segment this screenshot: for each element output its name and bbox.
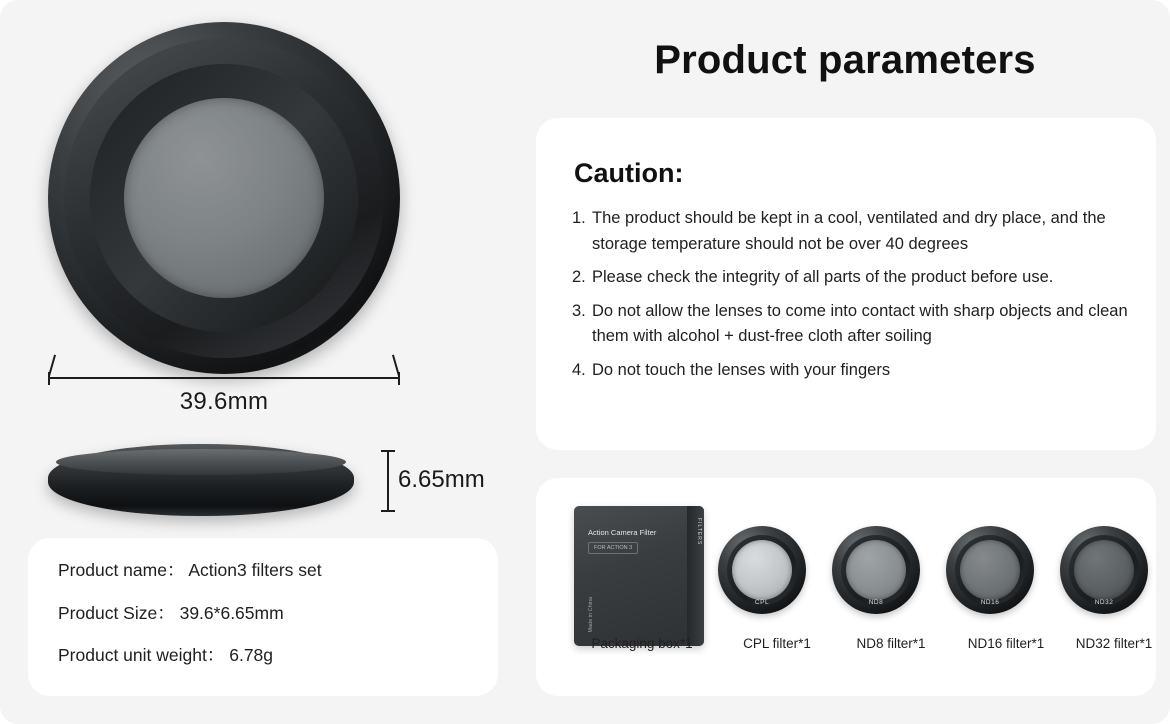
spec-key: Product unit weight： xyxy=(58,645,225,665)
filter-tag: ND8 xyxy=(868,599,884,606)
filter-glass xyxy=(1074,540,1134,600)
dimension-cap-left xyxy=(48,372,50,385)
caution-item-text: The product should be kept in a cool, ventilated and dry place, and the storage temperature should not be over 40 degrees xyxy=(592,209,1106,253)
filter-glass xyxy=(960,540,1020,600)
diameter-label: 39.6mm xyxy=(179,388,269,415)
lens-side-top-highlight xyxy=(56,449,346,475)
caution-item xyxy=(572,206,1142,257)
gallery-captions xyxy=(536,636,1156,666)
caution-heading: Caution: xyxy=(574,158,684,188)
caption-nd8-filter: ND8 filter*1 xyxy=(856,636,926,651)
package-contents-gallery xyxy=(536,478,1156,696)
spec-key: Product Size： xyxy=(58,602,175,623)
nd32-filter-icon xyxy=(1060,526,1148,614)
lens-diagram-top-view xyxy=(48,22,400,374)
packaging-box-spine-text: FILTERS xyxy=(696,518,702,546)
thickness-cap-top xyxy=(381,450,395,452)
caution-item-text: Do not allow the lenses to come into contact with sharp objects and clean them with alcohol + dust-free cloth after soiling xyxy=(592,301,1128,346)
caption-nd16-filter: ND16 filter*1 xyxy=(967,636,1045,651)
cpl-filter-icon xyxy=(718,526,806,614)
nd16-filter-icon xyxy=(946,526,1034,614)
thickness-bar xyxy=(387,450,389,512)
specs-list xyxy=(28,538,498,665)
caption-packaging-box: Packaging box*1 xyxy=(591,636,693,651)
caution-card xyxy=(536,118,1156,450)
spec-row xyxy=(58,647,498,665)
diameter-dimension-line xyxy=(48,372,400,384)
lens-inner-ring-icon xyxy=(90,64,358,332)
filter-tag: ND16 xyxy=(980,599,1000,606)
package-contents-card xyxy=(536,478,1156,696)
lens-outer-ring-icon xyxy=(48,22,400,374)
thickness-cap-bottom xyxy=(381,510,395,512)
nd8-filter-icon xyxy=(832,526,920,614)
left-column xyxy=(0,0,520,724)
caution-item xyxy=(572,358,1142,384)
spec-value: 39.6*6.65mm xyxy=(179,602,284,623)
packaging-box-footer: Made in China xyxy=(588,596,594,632)
lens-glass-icon xyxy=(124,98,324,298)
caution-item xyxy=(572,265,1142,291)
caution-item-number: 2. xyxy=(572,268,586,287)
caption-cpl-filter: CPL filter*1 xyxy=(743,636,811,651)
caution-item xyxy=(572,299,1142,350)
packaging-box-spine xyxy=(687,506,704,646)
spec-key: Product name： xyxy=(58,560,185,580)
spec-row xyxy=(58,602,498,623)
spec-value: 6.78g xyxy=(229,645,274,665)
filter-tag: CPL xyxy=(754,599,770,606)
filters-row xyxy=(718,526,1148,626)
specs-card xyxy=(28,538,498,696)
dimension-bar xyxy=(48,377,400,379)
page-title: Product parameters xyxy=(654,38,1036,82)
caution-list xyxy=(572,206,1142,391)
caption-nd32-filter: ND32 filter*1 xyxy=(1075,636,1153,651)
packaging-box-subtitle: FOR ACTION 3 xyxy=(588,542,638,554)
spec-value: Action3 filters set xyxy=(188,560,322,580)
lens-middle-ring-icon xyxy=(64,38,384,358)
dimension-cap-right xyxy=(398,372,400,385)
filter-glass xyxy=(732,540,792,600)
spec-row xyxy=(58,562,498,580)
caution-item-text: Please check the integrity of all parts of the product before use. xyxy=(592,268,1054,287)
caution-item-number: 4. xyxy=(572,360,586,379)
filter-tag: ND32 xyxy=(1094,599,1114,606)
filter-glass xyxy=(846,540,906,600)
caution-item-number: 3. xyxy=(572,301,586,320)
right-column xyxy=(520,0,1170,724)
packaging-box-title: Action Camera Filter xyxy=(588,528,657,537)
thickness-dimension-line xyxy=(381,450,395,512)
packaging-box-icon xyxy=(574,506,704,646)
caution-item-text: Do not touch the lenses with your fingers xyxy=(592,360,891,379)
lens-diagram-side-view xyxy=(48,444,354,516)
thickness-label: 6.65mm xyxy=(398,466,485,493)
caution-item-number: 1. xyxy=(572,209,586,227)
